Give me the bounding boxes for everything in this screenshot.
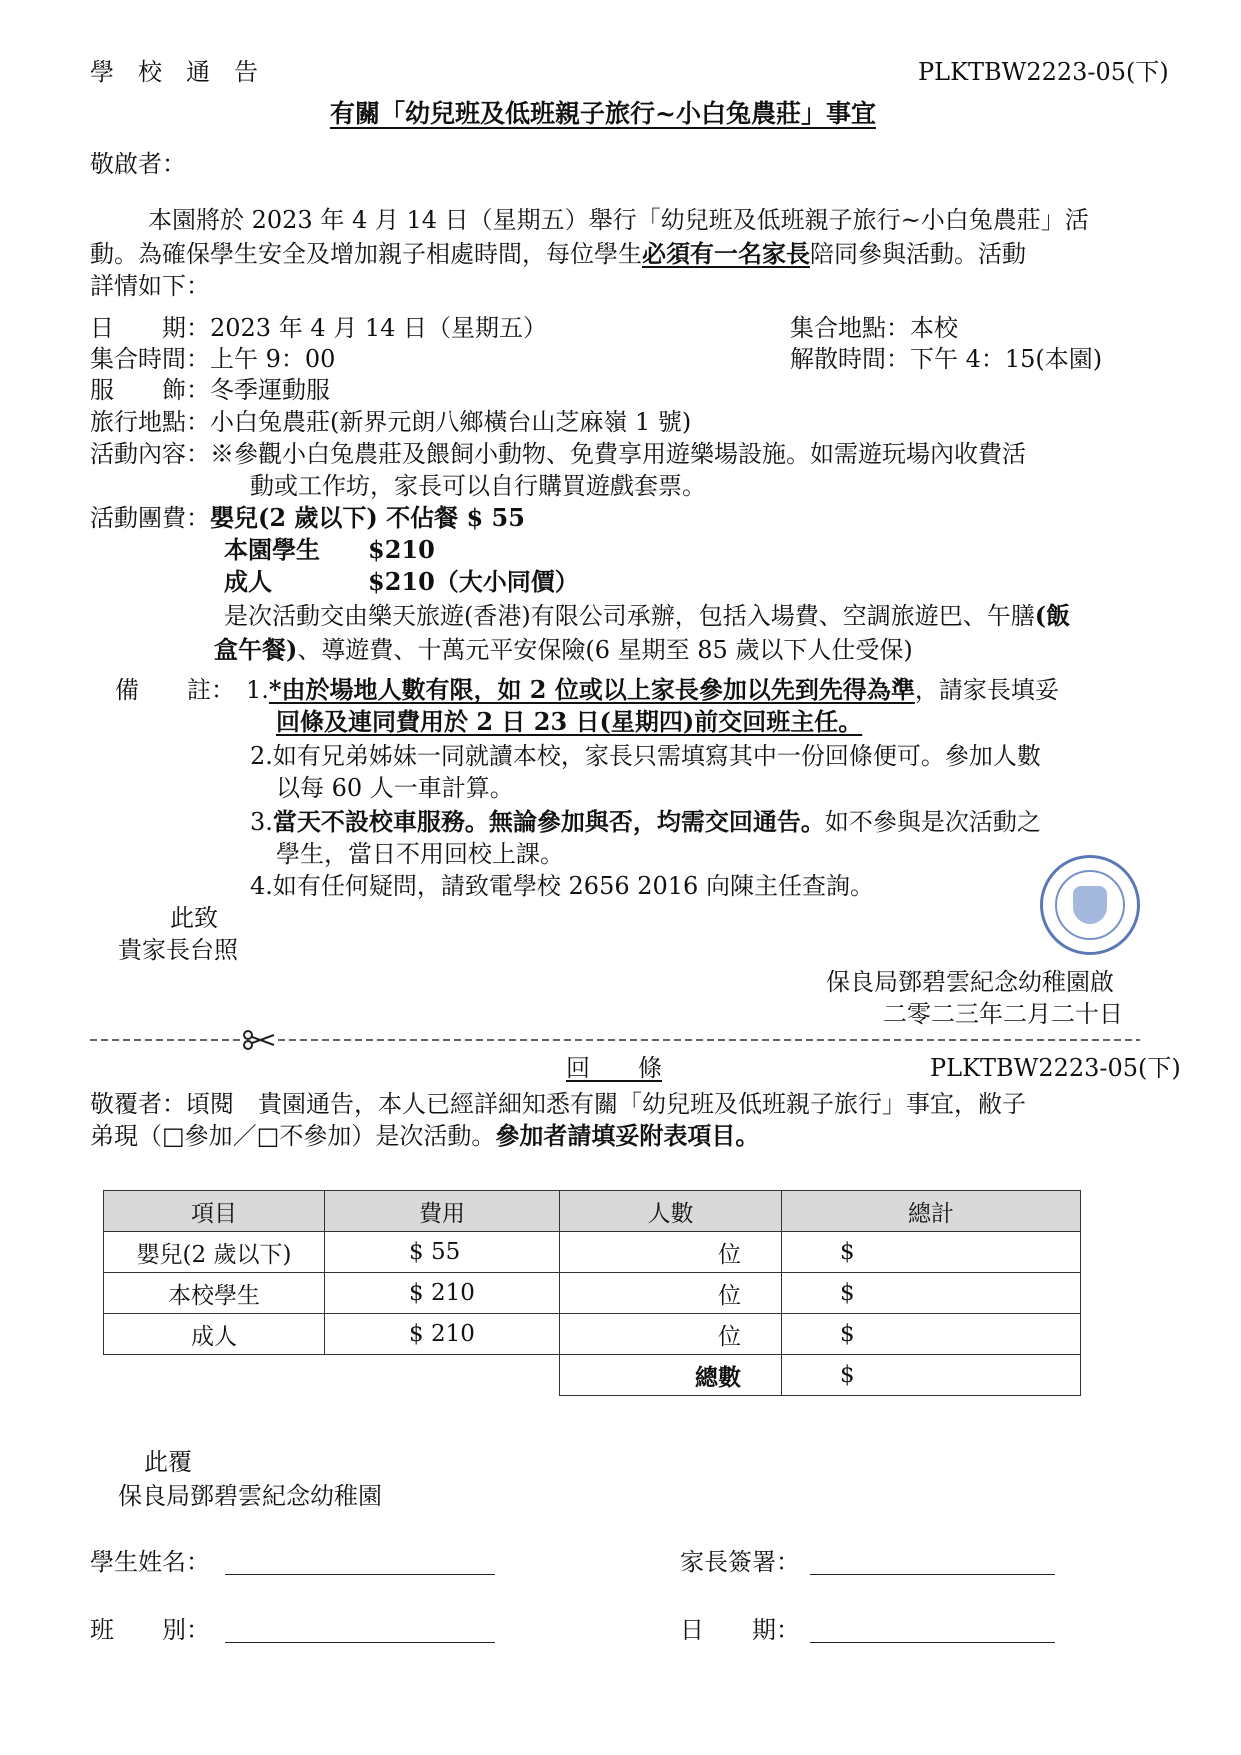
- intro-line2: 動。為確保學生安全及增加親子相處時間，每位學生必須有一名家長陪同參與活動。活動: [90, 239, 1026, 268]
- fee-student-value: $210: [368, 535, 435, 564]
- fee-student-label: 本園學生: [224, 535, 320, 564]
- content-row-cont: 動或工作坊，家長可以自行購買遊戲套票。: [250, 472, 706, 500]
- parent-sign-field[interactable]: [810, 1574, 1055, 1575]
- table-sum-row: [104, 1355, 1081, 1396]
- remark-4: 4.如有任何疑問，請致電學校 2656 2016 向陳主任查詢。: [250, 872, 874, 900]
- fee-adult-label: 成人: [224, 567, 272, 596]
- assembly-place-row: 集合地點：本校: [790, 314, 958, 342]
- intro-emphasis: 必須有一名家長: [642, 239, 810, 268]
- reply-closing1: 此覆: [144, 1448, 192, 1476]
- table-row: 成人 $ 210 位 $: [104, 1314, 1081, 1355]
- remark-1-cont: 回條及連同費用於 2 日 23 日(星期四)前交回班主任。: [276, 707, 863, 736]
- date-row: 日 期：2023 年 4 月 14 日（星期五）: [90, 314, 548, 342]
- remark-3-cont: 學生，當日不用回校上課。: [276, 840, 564, 868]
- table-row: 嬰兒(2 歲以下) $ 55 位 $: [104, 1232, 1081, 1273]
- sum-value[interactable]: $: [782, 1355, 1081, 1396]
- fee-table: [103, 1190, 1081, 1396]
- venue-row: 旅行地點：小白兔農莊(新界元朗八鄉橫台山芝麻嶺 1 號): [90, 408, 692, 436]
- class-field[interactable]: [225, 1642, 495, 1643]
- fee-adult-value: $210（大小同價）: [368, 567, 579, 596]
- parent-sign-label: 家長簽署：: [680, 1548, 800, 1576]
- remark-2: 2.如有兄弟姊妹一同就讀本校，家長只需填寫其中一份回條便可。參加人數: [250, 742, 1041, 770]
- intro-line3: 詳情如下：: [90, 272, 210, 300]
- reply-ref: PLKTBW2223-05(下): [930, 1054, 1181, 1082]
- col-header-total: 總計: [782, 1191, 1081, 1232]
- col-header-item: 項目: [104, 1191, 325, 1232]
- notice-date: 二零二三年二月二十日: [883, 1000, 1123, 1028]
- student-name-label: 學生姓名：: [90, 1548, 210, 1576]
- table-row: 本校學生 $ 210 位 $: [104, 1273, 1081, 1314]
- scissors-icon: [244, 1031, 274, 1049]
- remark-3: 3.當天不設校車服務。無論參加與否，均需交回通告。如不參與是次活動之: [250, 807, 1041, 836]
- remarks-label: 備 註：: [115, 676, 235, 704]
- notice-title: 有關「幼兒班及低班親子旅行~小白兔農莊」事宜: [330, 99, 876, 128]
- col-header-fee: 費用: [325, 1191, 560, 1232]
- intro-line1: 本園將於 2023 年 4 月 14 日（星期五）舉行「幼兒班及低班親子旅行~小白兔農莊」活: [148, 206, 1089, 234]
- dismiss-time-row: 解散時間：下午 4：15(本園): [790, 345, 1103, 373]
- notice-label: 學校通告: [90, 58, 282, 86]
- remark-1: 1.*由於場地人數有限，如 2 位或以上家長參加以先到先得為準，請家長填妥: [246, 675, 1059, 704]
- reply-title: 回 條: [566, 1054, 662, 1082]
- notice-ref: PLKTBW2223-05(下): [918, 58, 1169, 86]
- school-seal-stamp: [1040, 855, 1140, 955]
- cut-line: [90, 1030, 1140, 1050]
- fee-note-line1: 是次活動交由樂天旅遊(香港)有限公司承辦，包括入場費、空調旅遊巴、午膳(飯: [224, 601, 1071, 630]
- fee-row: 活動團費：嬰兒(2 歲以下) 不佔餐 $ 55: [90, 503, 525, 532]
- class-label: 班 別：: [90, 1616, 210, 1644]
- salutation: 敬啟者：: [90, 150, 186, 178]
- reply-closing2: 保良局鄧碧雲紀念幼稚園: [118, 1482, 382, 1510]
- assembly-time-row: 集合時間：上午 9：00: [90, 345, 336, 373]
- student-name-field[interactable]: [225, 1574, 495, 1575]
- date-label: 日 期：: [680, 1616, 800, 1644]
- fee-note-line2: 盒午餐)、導遊費、十萬元平安保險(6 星期至 85 歲以下人仕受保): [214, 635, 913, 664]
- reply-line1: 敬覆者：頃閱 貴園通告，本人已經詳細知悉有關「幼兒班及低班親子旅行」事宜，敝子: [90, 1090, 1026, 1118]
- table-header-row: [104, 1191, 1081, 1232]
- date-field[interactable]: [810, 1642, 1055, 1643]
- sum-label: 總數: [560, 1355, 782, 1396]
- sender: 保良局鄧碧雲紀念幼稚園啟: [826, 968, 1114, 996]
- content-row: 活動內容：※參觀小白兔農莊及餵飼小動物、免費享用遊樂場設施。如需遊玩場內收費活: [90, 440, 1026, 468]
- closing-line1: 此致: [170, 904, 218, 932]
- col-header-count: 人數: [560, 1191, 782, 1232]
- remark-2-cont: 以每 60 人一車計算。: [276, 774, 514, 802]
- closing-line2: 貴家長台照: [118, 936, 238, 964]
- reply-line2: 弟現（□參加／□不參加）是次活動。參加者請填妥附表項目。: [90, 1121, 760, 1150]
- dress-row: 服 飾：冬季運動服: [90, 376, 330, 404]
